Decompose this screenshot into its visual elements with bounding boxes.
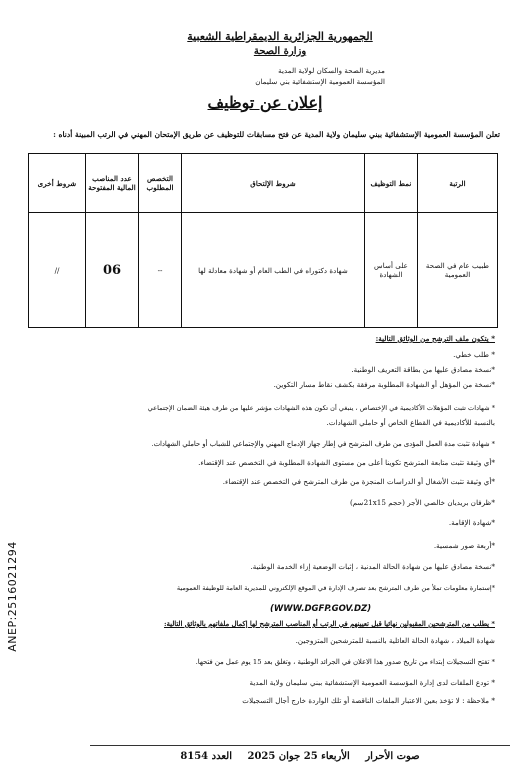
- cell-rank: طبيب عام في الصحة العمومية: [418, 213, 498, 328]
- ministry-header: وزارة الصحة: [253, 46, 307, 57]
- list-item: * تودع الملفات لدى إدارة المؤسسة العمومية الإستشفائية ببني سليمان ولاية المدية: [249, 678, 495, 687]
- list-item: * يطلب من المترشحين المقبولين نهائيا قبل تعيينهم في الرتب أو المناصب المترشح لها إكمال ملفاتهم بالوثائق التالية:: [163, 620, 495, 628]
- cell-other: //: [29, 213, 86, 328]
- list-item: شهادة الميلاد ، شهادة الحالة العائلية بالنسبة للمترشحين المتزوجين.: [295, 636, 495, 645]
- col-header-rank: الرتبة: [418, 154, 498, 213]
- website-link[interactable]: (WWW.DGFP.GOV.DZ): [270, 604, 372, 614]
- list-item: * شهادات تثبت المؤهلات الأكاديمية في الإختصاص ، ينبغي أن تكون هذه الشهادات مؤشر عليها من طرف هيئة الضمان الإجتماعي: [147, 404, 495, 412]
- col-header-other: شروط أخرى: [29, 154, 86, 213]
- cell-positions: 06: [86, 213, 139, 328]
- list-item: *إستمارة معلومات تملأ من طرف المترشح بعد تصرف الإدارة في الموقع الإلكتروني للمديرية العامة للوظيفة العمومية: [176, 584, 495, 592]
- institution-line: المؤسسة العمومية الإستشفائية بني سليمان: [255, 77, 385, 86]
- list-item: * تفتح التسجيلات إبتداء من تاريخ صدور هذا الاعلان في الجرائد الوطنية ، وتغلق بعد 15 يوم عمل من فتحها.: [195, 658, 495, 666]
- anep-reference: ANEP:2516021294: [6, 541, 19, 652]
- footer-newspaper: صوت الأحرار: [365, 751, 420, 762]
- list-item: بالنسبة للأكاديمية في القطاع الخاص أو حاملي الشهادات.: [326, 418, 495, 427]
- list-item: * ملاحظة : لا تؤخذ بعين الاعتبار الملفات الناقصة أو تلك الواردة خارج أجال التسجيلات: [242, 696, 495, 705]
- directorate-line: مديرية الصحة والسكان لولاية المدية: [278, 66, 385, 75]
- list-item: * طلب خطي.: [453, 350, 495, 359]
- footer: [90, 751, 510, 762]
- table-header-row: [29, 154, 498, 213]
- col-header-positions: عدد المناصب المالية المفتوحة: [86, 154, 139, 213]
- list-item: *أربعة صور شمسية.: [433, 541, 495, 550]
- list-item: *ظرفان بريديان خالصي الأجر (حجم 21x15سم): [349, 498, 495, 507]
- cell-mode: على أساس الشهادة: [365, 213, 418, 328]
- list-item: *أي وثيقة تثبت متابعة المترشح تكوينا أعلى من مستوى الشهادة المطلوبة في التخصص عند الإقتضاء.: [198, 458, 495, 467]
- list-item: * شهادة تثبت مدة العمل المؤدى من طرف المترشح في إطار جهاز الإدماج المهني والإجتماعي للشباب أو حاملي الشهادات.: [151, 440, 495, 448]
- table-row: [29, 213, 498, 328]
- col-header-specialty: التخصص المطلوب: [139, 154, 182, 213]
- col-header-mode: نمط التوظيف: [365, 154, 418, 213]
- list-item: *أي وثيقة تثبت الأشغال أو الدراسات المنجزة من طرف المترشح في التخصص عند الإقتضاء.: [222, 477, 495, 486]
- list-item: *نسخة مصادق عليها من شهادة الحالة المدنية ، إثبات الوضعية إزاء الخدمة الوطنية.: [250, 562, 495, 571]
- page-title: إعلان عن توظيف: [207, 93, 323, 112]
- list-item: *نسخة مصادق عليها من بطاقة التعريف الوطنية.: [351, 365, 495, 374]
- republic-header: الجمهورية الجزائرية الديمقراطية الشعبية: [187, 30, 373, 43]
- documents-heading: * يتكون ملف الترشح من الوثائق التالية:: [375, 334, 495, 343]
- list-item: *شهادة الإقامة.: [448, 518, 495, 527]
- col-header-conditions: شروط الإلتحاق: [182, 154, 365, 213]
- intro-paragraph: تعلن المؤسسة العمومية الإستشفائية ببني سليمان ولاية المدية عن فتح مسابقات للتوظيف عن طريق الإمتحان المهني في الرتب المبينة أدناه :: [53, 130, 500, 139]
- footer-issue: العدد 8154: [180, 751, 232, 762]
- list-item: *نسخة من المؤهل أو الشهادة المطلوبة مرفقة بكشف نقاط مسار التكوين.: [273, 380, 495, 389]
- positions-table: [28, 153, 498, 328]
- footer-divider: [90, 745, 510, 746]
- cell-conditions: شهادة دكتوراه في الطب العام أو شهادة معادلة لها: [182, 213, 365, 328]
- cell-specialty: --: [139, 213, 182, 328]
- footer-date: الأربعاء 25 جوان 2025: [247, 751, 350, 762]
